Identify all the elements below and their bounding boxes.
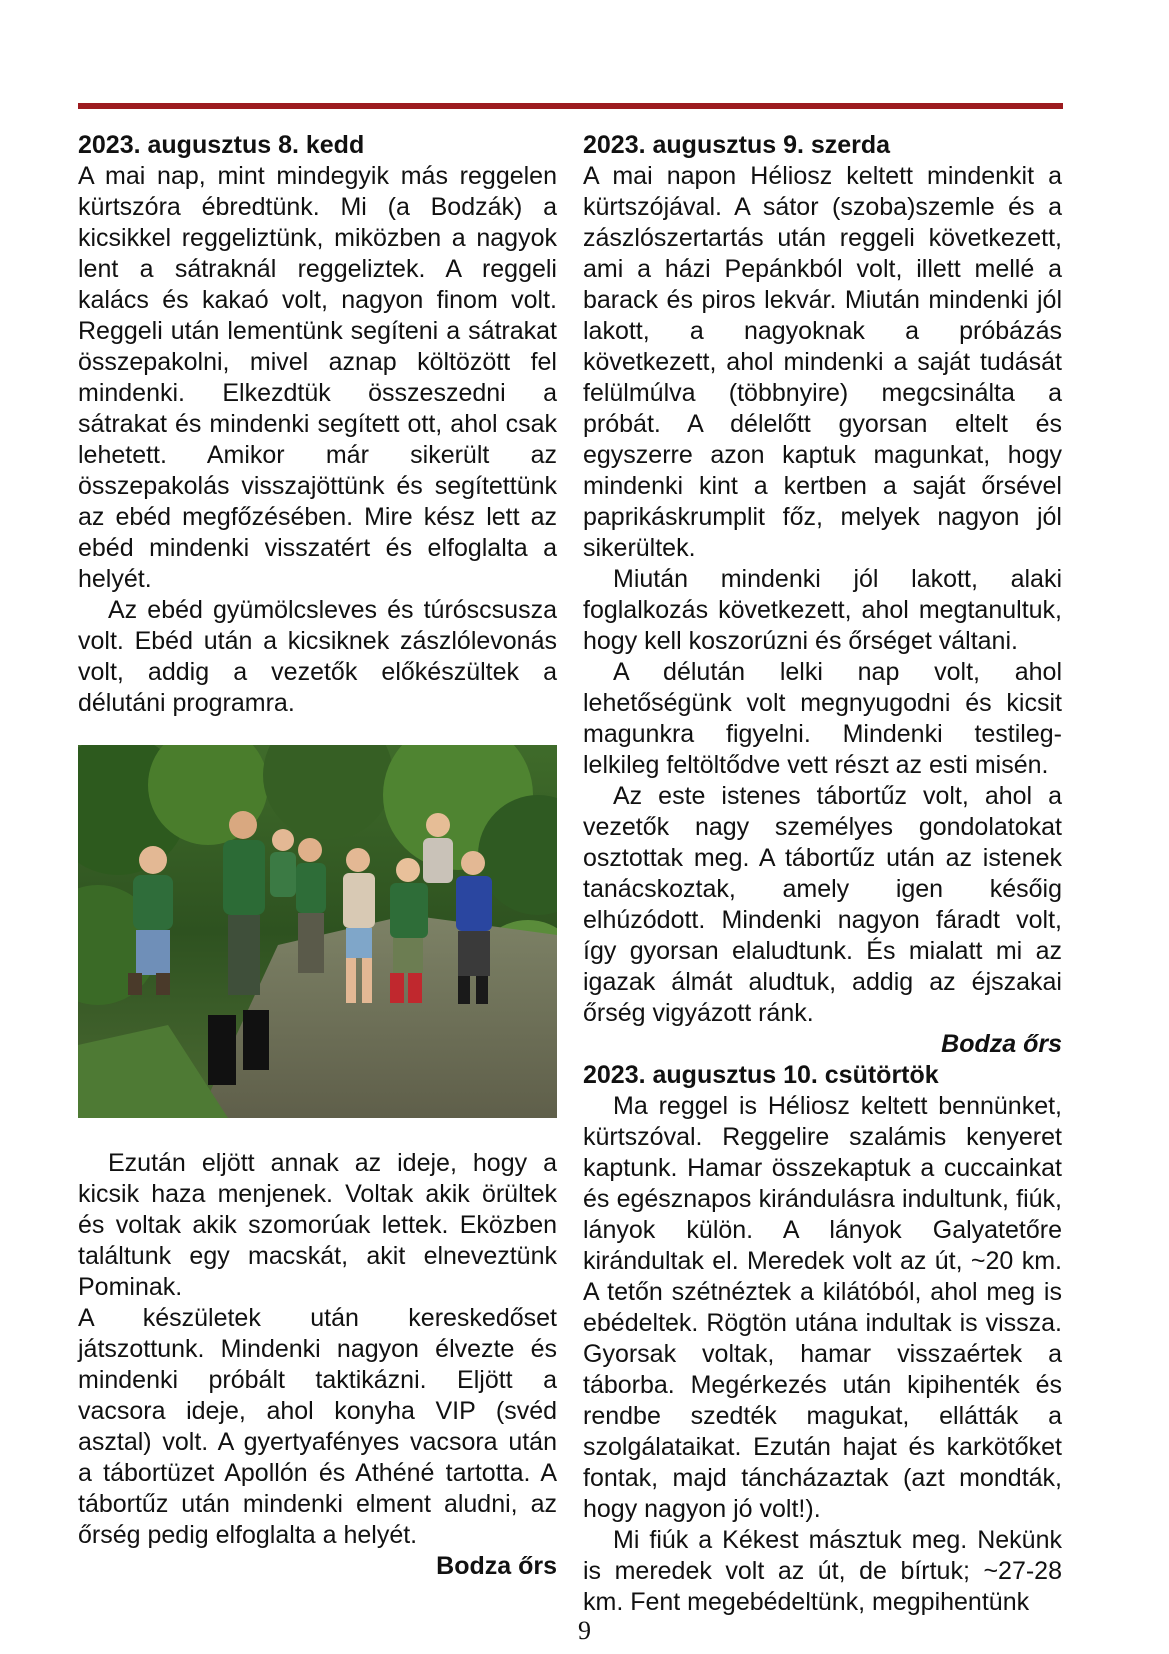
paragraph: Az este istenes tábortűz volt, ahol a vezetők nagy személyes gondolatokat osztottak meg. A tábortűz után az istenek tanácskoztak, amely igen későig elhúzódott. Mindenki nagyon fáradt volt, így gyorsan elaludtunk. És mialatt mi az igazak álmát aludtuk, addig az éjszakai őrség vigyázott ránk. bbox=[583, 782, 1062, 1027]
paragraph: A délután lelki nap volt, ahol lehetőségünk volt megnyugodni és kicsit magunkra figyelni. Mindenki testileg-lelkileg feltöltődve vett részt az esti misén. bbox=[583, 658, 1062, 779]
signature: Bodza őrs bbox=[436, 1552, 557, 1580]
section-heading-aug-10: 2023. augusztus 10. csütörtök bbox=[583, 1061, 939, 1089]
left-column bbox=[78, 130, 557, 1582]
paragraph: Az ebéd gyümölcsleves és túróscsusza volt. Ebéd után a kicsiknek zászlólevonás volt, addig a vezetők előkészültek a délutáni programra. bbox=[78, 596, 557, 717]
page-number: 9 bbox=[578, 1616, 591, 1645]
paragraph: Miután mindenki jól lakott, alaki foglalkozás következett, ahol megtanultuk, hogy kell koszorúzni és őrséget váltani. bbox=[583, 565, 1062, 655]
paragraph: Ezután eljött annak az ideje, hogy a kicsik haza menjenek. Voltak akik örültek és voltak akik szomorúak lettek. Eközben találtunk egy macskát, akit elneveztünk Pominak. bbox=[78, 1149, 557, 1301]
paragraph: Ma reggel is Héliosz keltett bennünket, kürtszóval. Reggelire szalámis kenyeret kaptunk. Hamar összekaptuk a cuccainkat és egésznapos kirándulásra indultunk, fiúk, lányok külön. A lányok Galyatetőre kirándultak el. Meredek volt az út, ~20 km. A tetőn szétnéztek a kilátóból, ahol meg is ebédeltek. Rögtön utána indultak is vissza. Gyorsak voltak, hamar visszaértek a táborba. Megérkezés után kipihenték és rendbe szedték magukat, ellátták a szolgálataikat. Ezután hajat és karkötőket fontak, majd táncházaztak (azt mondták, hogy nagyon jó volt!). bbox=[583, 1092, 1062, 1523]
paragraph: Mi fiúk a Kékest másztuk meg. Nekünk is meredek volt az út, de bírtuk; ~27-28 km. Fent megebédeltünk, megpihentünk bbox=[583, 1526, 1062, 1616]
scouts-photo bbox=[78, 745, 557, 1118]
section-heading-aug-9: 2023. augusztus 9. szerda bbox=[583, 131, 891, 159]
signature: Bodza őrs bbox=[941, 1030, 1062, 1058]
section-heading-aug-8: 2023. augusztus 8. kedd bbox=[78, 131, 365, 159]
paragraph: A mai napon Héliosz keltett mindenkit a kürtszójával. A sátor (szoba)szemle és a zászlószertartás után reggeli következett, ami a házi Pepánkból volt, illett mellé a barack és piros lekvár. Miután mindenki jól lakott, a nagyoknak a próbázás következett, ahol mindenki a saját tudását felülmúlva (többnyire) megcsinálta a próbát. A délelőtt gyorsan eltelt és egyszerre azon kaptuk magunkat, hogy mindenki kint a kertben a saját őrsével paprikáskrumplit főz, melyek nagyon jól sikerültek. bbox=[583, 162, 1062, 562]
right-column bbox=[583, 130, 1062, 1618]
paragraph: A mai nap, mint mindegyik más reggelen kürtszóra ébredtünk. Mi (a Bodzák) a kicsikkel reggeliztünk, miközben a nagyok lent a sátraknál reggeliztek. A reggeli kalács és kakaó volt, nagyon finom volt. Reggeli után lementünk segíteni a sátrakat összepakolni, mivel aznap költözött fel mindenki. Elkezdtük összeszedni a sátrakat és mindenki segített ott, ahol csak lehetett. Amikor már sikerült az összepakolás visszajöttünk és segítettünk az ebéd megfőzésében. Mire kész lett az ebéd mindenki visszatért és elfoglalta a helyét. bbox=[78, 162, 557, 593]
paragraph: A készületek után kereskedőset játszottunk. Mindenki nagyon élvezte és mindenki próbált taktikázni. Eljött a vacsora ideje, ahol konyha VIP (svéd asztal) volt. A gyertyafényes vacsora után a tábortüzet Apollón és Athéné tartotta. A tábortűz után mindenki elment aludni, az őrség pedig elfoglalta a helyét. bbox=[78, 1304, 557, 1549]
top-rule bbox=[78, 103, 1063, 109]
